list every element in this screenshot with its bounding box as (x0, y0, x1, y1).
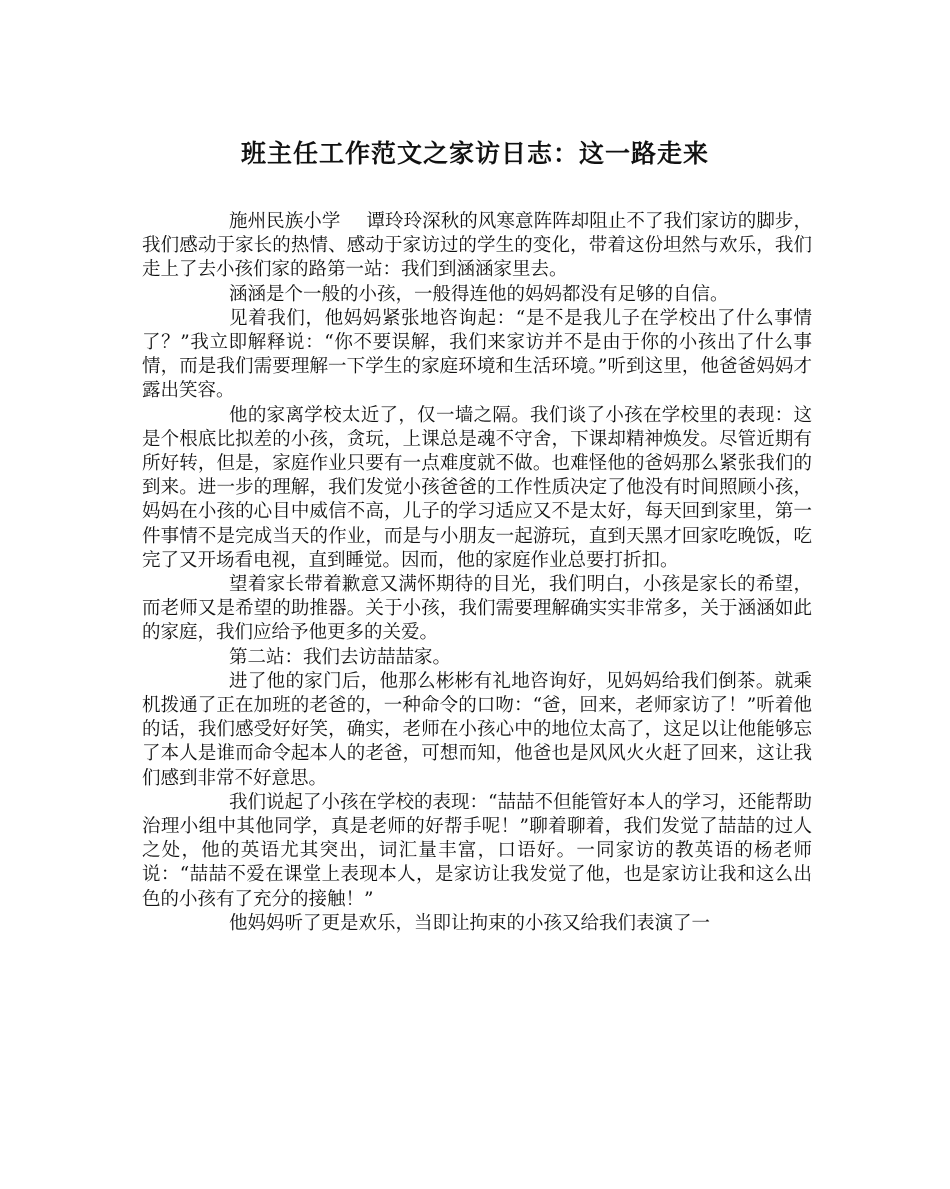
paragraph-6: 进了他的家门后，他那么彬彬有礼地咨询好，见妈妈给我们倒茶。就乘机拨通了正在加班的老爸的，一种命令的口吻：“爸，回来，老师家访了！”听着他的话，我们感受好好笑，确实，老师在小孩心中的地位太高了，这足以让他能够忘了本人是谁而命令起本人的老爸，可想而知，他爸也是风风火火赶了回来，这让我们感到非常不好意思。 (142, 670, 812, 789)
document-body (142, 210, 812, 936)
school-name: 施州民族小学 (229, 211, 341, 232)
paragraph-2: 见着我们，他妈妈紧张地咨询起：“是不是我儿子在学校出了什么事情了？”我立即解释说：“你不要误解，我们来家访并不是由于你的小孩出了什么事情，而是我们需要理解一下学生的家庭环境和生活环境。”听到这里，他爸爸妈妈才露出笑容。 (142, 307, 812, 402)
paragraph-8: 他妈妈听了更是欢乐，当即让拘束的小孩又给我们表演了一 (229, 912, 711, 934)
opening-paragraph (142, 210, 812, 283)
paragraph-7: 我们说起了小孩在学校的表现：“喆喆不但能管好本人的学习，还能帮助治理小组中其他同学，真是老师的好帮手呢！”聊着聊着，我们发觉了喆喆的过人之处，他的英语尤其突出，词汇量丰富，口语好。一同家访的教英语的杨老师说：“喆喆不爱在课堂上表现本人，是家访让我发觉了他，也是家访让我和这么出色的小孩有了充分的接触！” (142, 791, 812, 910)
paragraph-4: 望着家长带着歉意又满怀期待的目光，我们明白，小孩是家长的希望，而老师又是希望的助推器。关于小孩，我们需要理解确实实非常多，关于涵涵如此的家庭，我们应给予他更多的关爱。 (142, 574, 812, 644)
opening-text: 谭玲玲深秋的风寒意阵阵却阻止不了我们家访的脚步，我们感动于家长的热情、感动于家访过的学生的变化，带着这份坦然与欢乐，我们走上了去小孩们家的路第一站：我们到涵涵家里去。 (142, 211, 812, 281)
paragraph-5: 第二站：我们去访喆喆家。 (229, 646, 452, 668)
paragraph-3: 他的家离学校太近了，仅一墙之隔。我们谈了小孩在学校里的表现：这是个根底比拟差的小孩，贪玩，上课总是魂不守舍，下课却精神焕发。尽管近期有所好转，但是，家庭作业只要有一点难度就不做。也难怪他的爸妈那么紧张我们的到来。进一步的理解，我们发觉小孩爸爸的工作性质决定了他没有时间照顾小孩，妈妈在小孩的心目中威信不高，儿子的学习适应又不是太好，每天回到家里，第一件事情不是完成当天的作业，而是与小朋友一起游玩，直到天黑才回家吃晚饭，吃完了又开场看电视，直到睡觉。因而，他的家庭作业总要打折扣。 (142, 404, 812, 571)
paragraph-1: 涵涵是个一般的小孩，一般得连他的妈妈都没有足够的自信。 (229, 283, 729, 305)
document-title: 班主任工作范文之家访日志：这一路走来 (240, 139, 709, 168)
